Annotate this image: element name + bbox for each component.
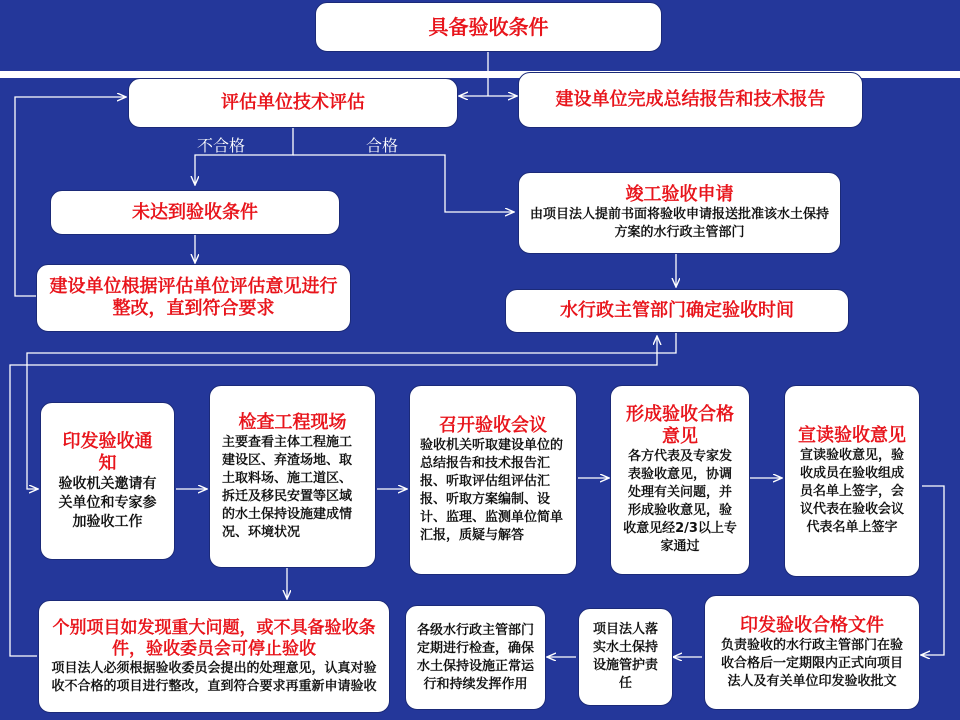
box-site-inspection bbox=[209, 385, 376, 568]
box-completion-application bbox=[518, 172, 841, 254]
certificate-title: 印发验收合格文件 bbox=[740, 614, 884, 636]
box-schedule-time bbox=[505, 289, 849, 333]
box-issue-certificate bbox=[704, 595, 920, 710]
inspection-title: 检查工程现场 bbox=[238, 411, 347, 433]
box-stop-acceptance bbox=[38, 600, 390, 713]
stop-acceptance-title: 个别项目如发现重大问题，或不具备验收条件，验收委员会可停止验收 bbox=[52, 617, 376, 659]
box-issue-notice bbox=[40, 402, 175, 560]
meeting-title: 召开验收会议 bbox=[439, 415, 547, 436]
box-read-opinion bbox=[784, 385, 920, 577]
box-regular-supervision bbox=[405, 605, 546, 710]
application-title: 竣工验收申请 bbox=[625, 184, 734, 205]
box-technical-assessment bbox=[128, 78, 458, 128]
owner-responsibility-label: 项目法人落实水土保持设施管护责任 bbox=[592, 622, 658, 691]
box-acceptance-meeting bbox=[409, 385, 577, 575]
fail-label: 不合格 bbox=[197, 136, 246, 155]
prerequisites-label: 具备验收条件 bbox=[428, 15, 549, 39]
pass-label: 合格 bbox=[366, 136, 399, 155]
not-met-label: 未达到验收条件 bbox=[132, 201, 258, 223]
box-rectify bbox=[36, 264, 351, 332]
meeting-desc: 验收机关听取建设单位的总结报告和技术报告汇报、听取评估组评估汇报、听取方案编制、设计、监理、监测单位简单汇报，质疑与解答 bbox=[420, 438, 564, 543]
notice-title: 印发验收通知 bbox=[62, 430, 153, 474]
notice-desc: 验收机关邀请有关单位和专家参加验收工作 bbox=[58, 475, 157, 530]
inspection-desc: 主要查看主体工程施工建设区、弃渣场地、取土取料场、施工道区、拆迁及移民安置等区域的水土保持设施建成情况、环境状况 bbox=[222, 434, 353, 540]
box-summary-report bbox=[518, 72, 863, 128]
technical-assessment-label: 评估单位技术评估 bbox=[221, 92, 365, 113]
opinion-desc: 各方代表及专家发表验收意见，协调处理有关问题，并形成验收意见，验收意见经2/3以上专家通过 bbox=[623, 449, 737, 554]
stop-acceptance-desc: 项目法人必须根据验收委员会提出的处理意见，认真对验收不合格的项目进行整改，直到符合要求再重新申请验收 bbox=[51, 660, 377, 694]
certificate-desc: 负责验收的水行政主管部门在验收合格后一定期限内正式向项目法人及有关单位印发验收批文 bbox=[720, 637, 903, 689]
summary-report-label: 建设单位完成总结报告和技术报告 bbox=[555, 89, 826, 110]
rectify-label: 建设单位根据评估单位评估意见进行整改，直到符合要求 bbox=[49, 276, 338, 319]
box-owner-responsibility bbox=[578, 608, 673, 706]
schedule-time-label: 水行政主管部门确定验收时间 bbox=[560, 300, 794, 321]
supervision-label: 各级水行政主管部门定期进行检查，确保水土保持设施正常运行和持续发挥作用 bbox=[416, 622, 534, 692]
opinion-title: 形成验收合格意见 bbox=[626, 404, 734, 447]
read-opinion-desc: 宣读验收意见，验收成员在验收组成员名单上签字，会议代表在验收会议代表名单上签字 bbox=[799, 448, 904, 535]
read-opinion-title: 宣读验收意见 bbox=[798, 425, 906, 446]
application-desc: 由项目法人提前书面将验收申请报送批准该水土保持方案的水行政主管部门 bbox=[529, 207, 829, 240]
box-acceptance-opinion bbox=[610, 385, 750, 575]
box-not-met bbox=[50, 190, 340, 235]
box-prerequisites bbox=[315, 2, 662, 52]
arrow-to-issue bbox=[922, 486, 944, 655]
